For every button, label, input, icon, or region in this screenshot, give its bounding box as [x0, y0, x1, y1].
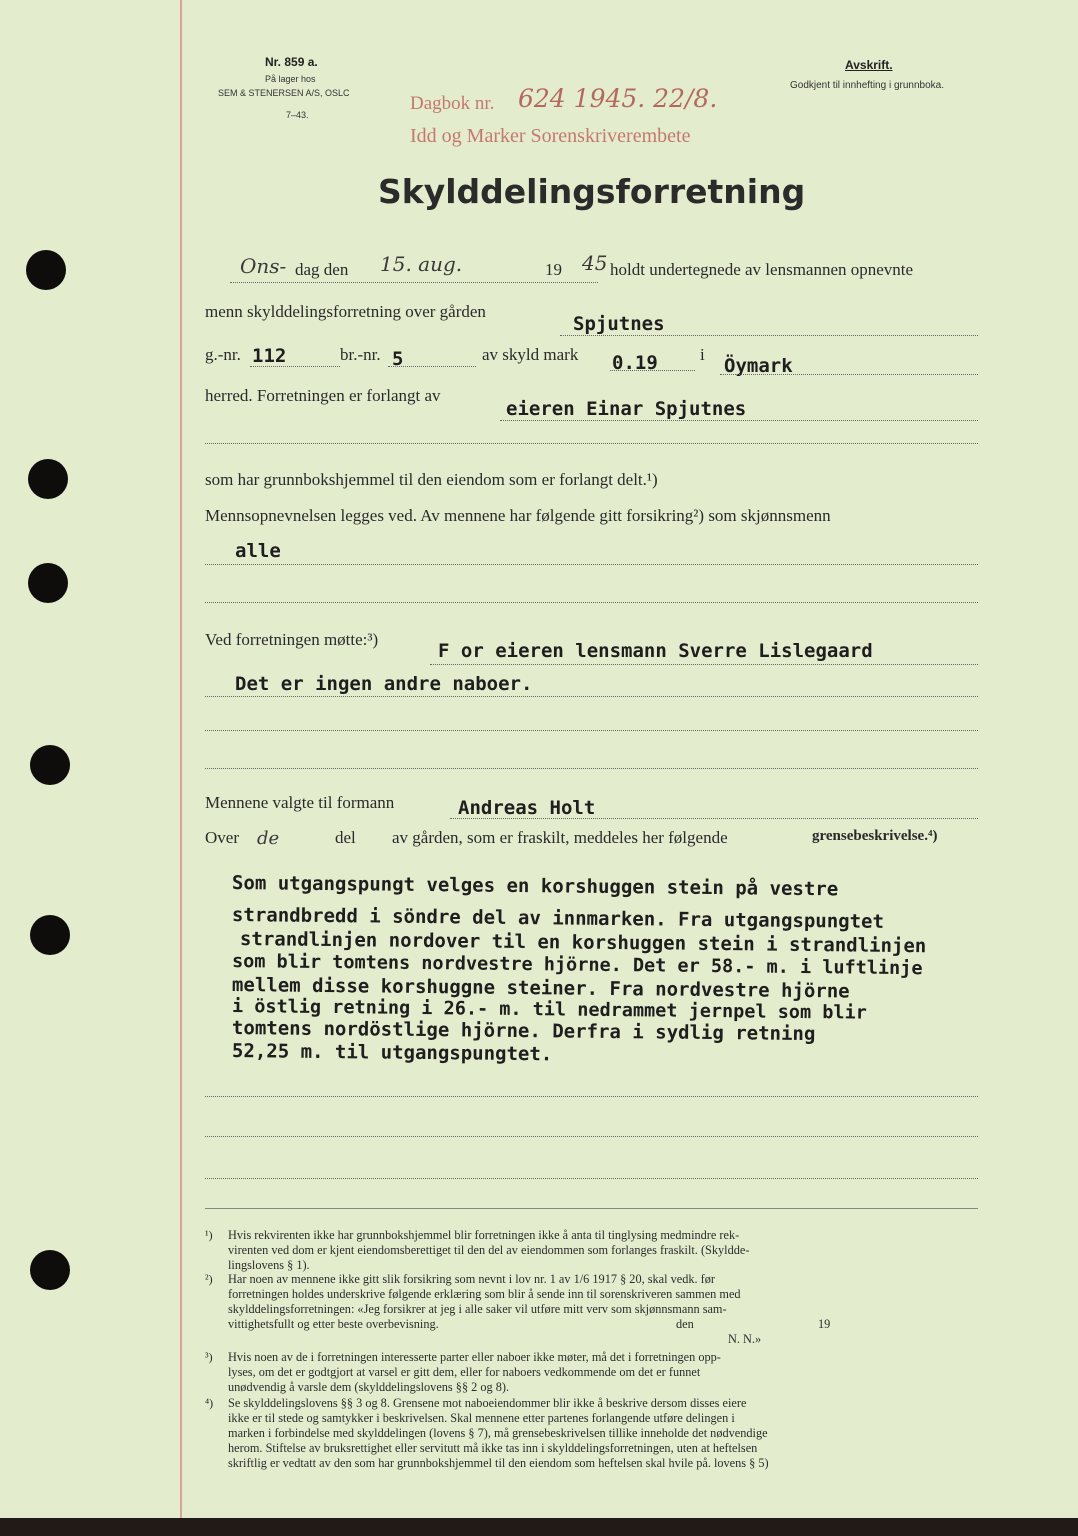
footnote-line: forretningen holdes underskrive følgende erklæring som blir å sende inn til sorenskriveren sammen med [228, 1287, 741, 1301]
footnote-line: Hvis rekvirenten ikke har grunnbokshjemmel blir forretningen ikke å anta til tinglysing medmindre rek- [228, 1228, 740, 1242]
hjemmel-text: som har grunnbokshjemmel til den eiendom som er forlangt delt.¹) [205, 470, 658, 489]
fill-line [205, 768, 978, 769]
oath-value: alle [235, 540, 281, 562]
footnote-line: virenten ved dom er kjent eiendomsberettiget til den del av eiendommen som forlanges fraskilt. (Skyldde- [228, 1243, 750, 1257]
stamp-dagbok: Dagbok nr. [410, 93, 495, 114]
margin-line [180, 0, 182, 1536]
footnote-4 [228, 1396, 980, 1471]
gnr-label: g.-nr. [205, 345, 241, 364]
fill-line [610, 370, 695, 371]
fill-line [388, 366, 476, 367]
footnote-2 [228, 1272, 980, 1347]
sign-den: den [676, 1317, 694, 1331]
line1-suffix: holdt undertegnede av lensmannen opnevnte [610, 260, 914, 279]
footnote-line: lingslovens § 1). [228, 1258, 310, 1272]
del-label: del [335, 828, 356, 847]
year-prefix: 19 [545, 260, 562, 279]
footnote-line: unødvendig å varsle dem (skylddelingslovens §§ 2 og 8). [228, 1380, 510, 1394]
footnote-line: marken i forbindelse med skylddelingen (lovens § 7), må grensebeskrivelsen tillike inneholde det nødvendige [228, 1426, 768, 1440]
skyld-label: av skyld mark [482, 345, 579, 364]
binder-hole [26, 250, 66, 290]
fill-line [205, 730, 978, 731]
footnote-divider [205, 1208, 978, 1209]
printer-line-3: 7–43. [286, 110, 309, 120]
farm-name: Spjutnes [573, 313, 665, 335]
weekday-prefix: Ons- [240, 254, 287, 278]
fill-line [205, 1178, 978, 1179]
skyld-value: 0.19 [612, 352, 658, 374]
printer-line-1: På lager hos [265, 74, 316, 84]
footnote-line-text: vittighetsfullt og etter beste overbevisning. [228, 1317, 439, 1331]
boundary-line: tomtens nordöstlige hjörne. Derfra i sydlig retning [231, 1017, 816, 1046]
footnote-line: lyses, om det er godtgjort at varsel er gitt dem, eller for naboers vedkommende om det er funnet [228, 1365, 701, 1379]
page-title: Skylddelingsforretning [378, 172, 806, 211]
footnote-line [228, 1332, 980, 1347]
footnote-mark: ⁴) [205, 1396, 214, 1410]
footnote-line: ikke er til stede og samtykker i beskrivelsen. Skal mennene etter partenes forlangende utføre delingen i [228, 1411, 735, 1425]
fill-line [205, 1136, 978, 1137]
stamp-journal-number: 624 1945. 22/8. [518, 84, 718, 113]
boundary-line: i östlig retning i 26.- m. til nedrammet jernpel som blir [231, 996, 867, 1024]
bnr-label: br.-nr. [340, 345, 381, 364]
chair-value: Andreas Holt [458, 797, 596, 819]
stamp-office: Idd og Marker Sorenskriverembete [410, 125, 691, 147]
footnote-line [228, 1317, 980, 1332]
binder-hole [28, 563, 68, 603]
requested-label: herred. Forretningen er forlangt av [205, 386, 441, 405]
fill-line [450, 818, 978, 819]
fill-line [430, 664, 978, 665]
bnr-value: 5 [392, 348, 404, 370]
fill-line [205, 696, 978, 697]
dag-den-label: dag den [295, 260, 349, 279]
footnote-line: Har noen av mennene ikke gitt slik forsikring som nevnt i lov nr. 1 av 1/6 1917 § 20, skal vedk. før [228, 1272, 716, 1286]
boundary-line: strandlinjen nordover til en korshuggen stein i strandlinjen [239, 928, 927, 958]
scan-edge [0, 1518, 1078, 1536]
binder-hole [30, 915, 70, 955]
boundary-line: 52,25 m. til utgangspungtet. [231, 1040, 553, 1066]
footnote-1 [228, 1228, 980, 1273]
boundary-bold: grensebeskrivelse.⁴) [812, 828, 938, 844]
date-value: 15. aug. [380, 252, 463, 276]
oath-text: Mennsopnevnelsen legges ved. Av mennene har følgende gitt forsikring²) som skjønnsmenn [205, 506, 831, 525]
approved-text: Godkjent til innhefting i grunnboka. [790, 80, 944, 91]
boundary-line: Som utgangspungt velges en korshuggen stein på vestre [231, 872, 839, 901]
footnote-line: skylddelingsforretningen: «Jeg forsikrer at jeg i alle saker vil utføre mitt verv som skjønnsmann sam- [228, 1302, 727, 1316]
boundary-line: som blir tomtens nordvestre hjörne. Det er 58.- m. i luftlinje [231, 951, 923, 980]
footnote-line: Hvis noen av de i forretningen interesserte parter eller naboer ikke møter, må det i forretningen opp- [228, 1350, 721, 1364]
boundary-line: mellem disse korshuggne steiner. Fra nordvestre hjörne [231, 974, 850, 1003]
requested-by: eieren Einar Spjutnes [506, 398, 747, 420]
fill-line [250, 366, 340, 367]
binder-hole [30, 1250, 70, 1290]
fill-line [205, 602, 978, 603]
fill-line [205, 443, 978, 444]
footnote-3 [228, 1350, 980, 1395]
over-label: Over [205, 828, 239, 847]
binder-hole [28, 459, 68, 499]
form-number: Nr. 859 a. [265, 55, 318, 69]
sign-year: 19 [818, 1317, 831, 1331]
printer-line-2: SEM & STENERSEN A/S, OSLC [218, 88, 350, 98]
municipality-value: Öymark [724, 355, 793, 377]
boundary-line: strandbredd i söndre del av innmarken. Fra utgangspungtet [231, 904, 885, 933]
met-label: Ved forretningen møtte:³) [205, 630, 379, 649]
year-value: 45 [582, 251, 608, 275]
fill-line [560, 335, 978, 336]
gnr-value: 112 [252, 345, 287, 367]
footnote-mark: ³) [205, 1350, 213, 1364]
fill-line [205, 564, 978, 565]
fill-line [720, 374, 978, 375]
footnote-mark: ¹) [205, 1228, 213, 1242]
copy-label: Avskrift. [845, 58, 893, 72]
fill-line [230, 282, 598, 283]
farm-label: menn skylddelingsforretning over gården [205, 302, 486, 321]
fill-line [205, 1096, 978, 1097]
chair-label: Mennene valgte til formann [205, 793, 395, 812]
footnote-line: skriftlig er vedtatt av den som har grunnbokshjemmel til den eiendom som heftelsen skal hvile på. lovens § 5) [228, 1456, 769, 1470]
footnote-mark: ²) [205, 1272, 213, 1286]
boundary-intro: av gården, som er fraskilt, meddeles her følgende [392, 828, 728, 847]
footnote-line: herom. Stiftelse av bruksrettighet eller servitutt må ikke tas inn i skylddelingsforretningen, uten at heftelsen [228, 1441, 758, 1455]
over-hand: de [257, 828, 280, 849]
binder-hole [30, 745, 70, 785]
sign-nn: N. N.» [728, 1332, 762, 1346]
i-label: i [700, 345, 705, 364]
met-value: F or eieren lensmann Sverre Lislegaard [438, 640, 873, 662]
met-value-2: Det er ingen andre naboer. [235, 673, 533, 695]
footnote-line: Se skylddelingslovens §§ 3 og 8. Grensene mot naboeiendommer blir ikke å beskrive dersom disses eiere [228, 1396, 747, 1410]
fill-line [500, 420, 978, 421]
